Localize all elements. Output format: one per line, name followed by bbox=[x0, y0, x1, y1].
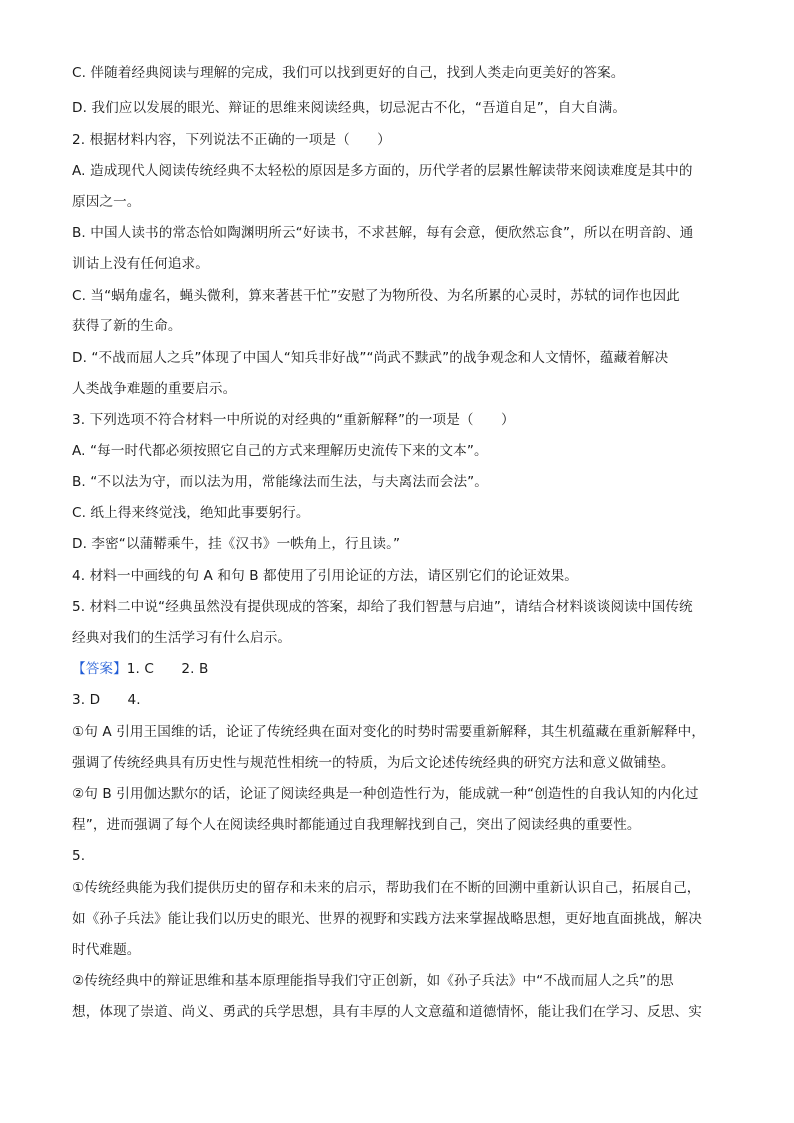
q2-option-c-line-1: C. 当“蜗角虚名，蝇头微利，算来著甚干忙”安慰了为物所役、为名所累的心灵时，苏轼的词作也因此 bbox=[72, 288, 680, 304]
answer-4-a-line-1: ①句 A 引用王国维的话，论证了传统经典在面对变化的时势时需要重新解释，其生机蕴藏在重新解释中， bbox=[72, 724, 706, 740]
q2-option-a-line-1: A. 造成现代人阅读传统经典不太轻松的原因是多方面的，历代学者的层累性解读带来阅读难度是其中的 bbox=[72, 163, 693, 179]
answer-4-b-line-1: ②句 B 引用伽达默尔的话，论证了阅读经典是一种创造性行为，能成就一种“创造性的自我认知的内化过 bbox=[72, 786, 699, 802]
question-5-stem-line-1: 5. 材料二中说“经典虽然没有提供现成的答案，却给了我们智慧与启迪”，请结合材料谈谈阅读中国传统 bbox=[72, 599, 693, 615]
q3-option-d: D. 李密“以蒲鞯乘牛，挂《汉书》一帙角上，行且读。” bbox=[72, 536, 401, 552]
q2-option-a-line-2: 原因之一。 bbox=[72, 194, 141, 210]
answer-5-2-line-1: ②传统经典中的辩证思维和基本原理能指导我们守正创新，如《孙子兵法》中“不战而屈人之兵”的思 bbox=[72, 973, 674, 989]
answer-5-2-line-2: 想，体现了崇道、尚义、勇武的兵学思想，具有丰厚的人文意蕴和道德情怀，能让我们在学习、反思、实 bbox=[72, 1004, 702, 1020]
answer-tag: 【答案】 bbox=[72, 661, 127, 677]
answer-5-label: 5. bbox=[72, 848, 86, 864]
answer-4-b-line-2: 程”，进而强调了每个人在阅读经典时都能通过自我理解找到自己，突出了阅读经典的重要性。 bbox=[72, 817, 641, 833]
q2-option-b-line-2: 训诂上没有任何追求。 bbox=[72, 256, 209, 272]
question-3-stem: 3. 下列选项不符合材料一中所说的对经典的“重新解释”的一项是（ ） bbox=[72, 412, 515, 428]
q2-option-d-line-1: D. “不战而屈人之兵”体现了中国人“知兵非好战”“尚武不黩武”的战争观念和人文情怀，蕴藏着解决 bbox=[72, 350, 669, 366]
option-c-text: C. 伴随着经典阅读与理解的完成，我们可以找到更好的自己，找到人类走向更美好的答案。 bbox=[72, 65, 625, 81]
answer-5-1-line-1: ①传统经典能为我们提供历史的留存和未来的启示，帮助我们在不断的回溯中重新认识自己，拓展自己， bbox=[72, 880, 701, 896]
answer-line bbox=[72, 659, 208, 679]
question-5-stem-line-2: 经典对我们的生活学习有什么启示。 bbox=[72, 630, 292, 646]
answer-5-1-line-2: 如《孙子兵法》能让我们以历史的眼光、世界的视野和实践方法来掌握战略思想，更好地直面挑战，解决 bbox=[72, 911, 702, 927]
question-4-stem: 4. 材料一中画线的句 A 和句 B 都使用了引用论证的方法，请区别它们的论证效果。 bbox=[72, 568, 578, 584]
option-d-text: D. 我们应以发展的眼光、辩证的思维来阅读经典，切忌泥古不化，“吾道自足”，自大自满。 bbox=[72, 100, 627, 116]
answer-3-4: 3. D 4. bbox=[72, 692, 141, 708]
q3-option-a: A. “每一时代都必须按照它自己的方式来理解历史流传下来的文本”。 bbox=[72, 443, 488, 459]
q2-option-c-line-2: 获得了新的生命。 bbox=[72, 318, 182, 334]
answer-4-a-line-2: 强调了传统经典具有历史性与规范性相统一的特质，为后文论述传统经典的研究方法和意义做铺垫。 bbox=[72, 755, 675, 771]
q3-option-b: B. “不以法为守，而以法为用，常能缘法而生法，与夫离法而会法”。 bbox=[72, 474, 488, 490]
q2-option-b-line-1: B. 中国人读书的常态恰如陶渊明所云“好读书，不求甚解，每有会意，便欣然忘食”，所以在明音韵、通 bbox=[72, 225, 694, 241]
question-2-stem: 2. 根据材料内容，下列说法不正确的一项是（ ） bbox=[72, 132, 391, 148]
q3-option-c: C. 纸上得来终觉浅，绝知此事要躬行。 bbox=[72, 505, 310, 521]
answer-5-1-line-3: 时代难题。 bbox=[72, 942, 141, 958]
q2-option-d-line-2: 人类战争难题的重要启示。 bbox=[72, 381, 237, 397]
answer-text: 1. C 2. B bbox=[126, 661, 209, 677]
